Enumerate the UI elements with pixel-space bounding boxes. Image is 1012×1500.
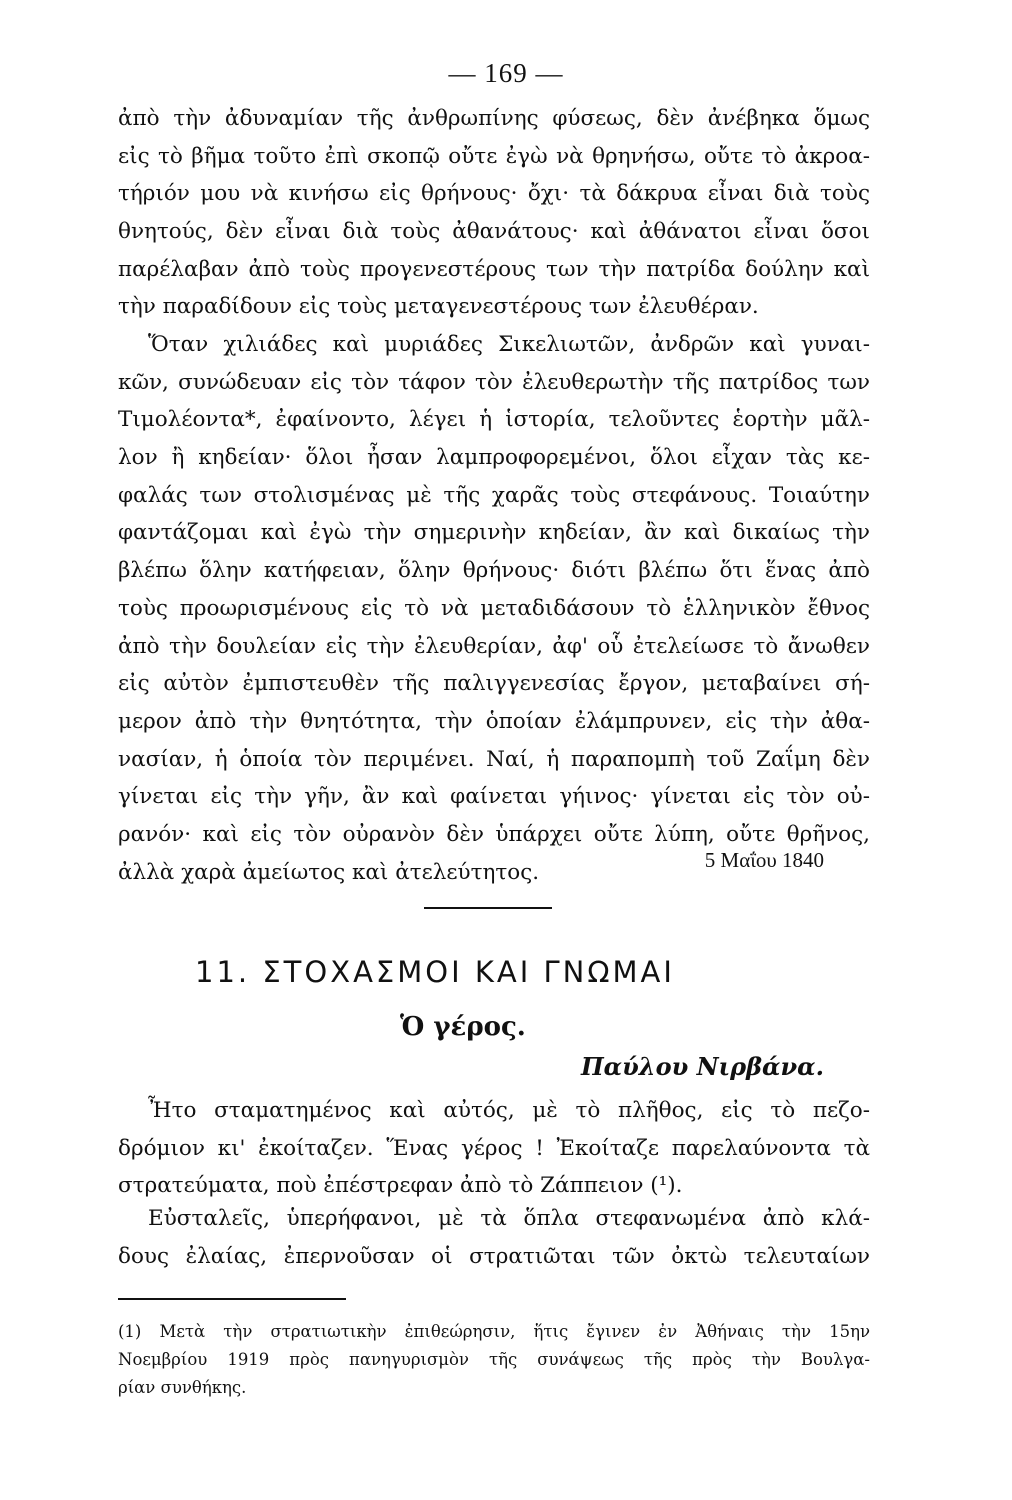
text-line: ἀπὸ τὴν δουλείαν εἰς τὴν ἐλευθερίαν, ἀφ' οὗ ἐτελείωσε τὸ ἄνωθεν: [118, 633, 870, 659]
second-paragraph: [118, 326, 870, 891]
text-line: μερον ἀπὸ τὴν θνητότητα, τὴν ὁποίαν ἐλάμπρυνεν, εἰς τὴν ἀθα-: [118, 708, 870, 734]
article-title: Ὁ γέρος.: [400, 1012, 526, 1042]
section-title: ΣΤΟΧΑΣΜΟΙ ΚΑΙ ΓΝΩΜΑΙ: [262, 955, 675, 989]
text-line: ἀλλὰ χαρὰ ἀμείωτος καὶ ἀτελεύτητος.: [118, 859, 540, 885]
text-line: τὴν παραδίδουν εἰς τοὺς μεταγενεστέρους των ἐλευθέραν.: [118, 294, 759, 320]
section-divider: [424, 907, 552, 909]
text-line: νασίαν, ἡ ὁποία τὸν περιμένει. Ναί, ἡ παραπομπὴ τοῦ Ζαΐμη δὲν: [118, 746, 870, 772]
footnote-rule: [118, 1298, 346, 1300]
text-line: Ἦτο σταματημένος καὶ αὐτός, μὲ τὸ πλῆθος, εἰς τὸ πεζο-: [148, 1098, 870, 1123]
text-line: στρατεύματα, ποὺ ἐπέστρεφαν ἀπὸ τὸ Ζάππειον (¹).: [118, 1173, 683, 1199]
text-line: Τιμολέοντα*, ἐφαίνοντο, λέγει ἡ ἱστορία, τελοῦντες ἑορτὴν μᾶλ-: [118, 407, 870, 433]
continuation-paragraph: [118, 100, 870, 326]
text-line: τήριόν μου νὰ κινήσω εἰς θρήνους· ὄχι· τὰ δάκρυα εἶναι διὰ τοὺς: [118, 181, 870, 207]
text-line: δους ἐλαίας, ἐπερνοῦσαν οἱ στρατιῶται τῶν ὀκτὼ τελευταίων: [118, 1243, 870, 1269]
section-number: 11.: [195, 955, 251, 989]
text-line: ἀπὸ τὴν ἀδυναμίαν τῆς ἀνθρωπίνης φύσεως, δὲν ἀνέβηκα ὅμως: [118, 106, 870, 131]
text-line: βλέπω ὅλην κατήφειαν, ὅλην θρήνους· διότι βλέπω ὅτι ἕνας ἀπὸ: [118, 558, 870, 584]
text-line: κῶν, συνώδευαν εἰς τὸν τάφον τὸν ἐλευθερωτὴν τῆς πατρίδος των: [118, 369, 870, 395]
section-heading: [195, 955, 775, 989]
article-paragraph-2: [118, 1200, 870, 1275]
text-line: γίνεται εἰς τὴν γῆν, ἂν καὶ φαίνεται γήινος· γίνεται εἰς τὸν οὐ-: [118, 784, 870, 810]
date: 5 Μαΐου 1840: [704, 848, 824, 872]
text-line: εἰς τὸ βῆμα τοῦτο ἐπὶ σκοπῷ οὔτε ἐγὼ νὰ θρηνήσω, οὔτε τὸ ἀκροα-: [118, 143, 870, 169]
text-line: παρέλαβαν ἀπὸ τοὺς προγενεστέρους των τὴν πατρίδα δούλην καὶ: [118, 256, 870, 282]
text-line: ρανόν· καὶ εἰς τὸν οὐρανὸν δὲν ὑπάρχει οὔτε λύπη, οὔτε θρῆνος,: [118, 821, 870, 847]
text-line: δρόμιον κι' ἐκοίταζεν. Ἕνας γέρος ! Ἐκοίταζε παρελαύνοντα τὰ: [118, 1135, 870, 1161]
text-line: Ὅταν χιλιάδες καὶ μυριάδες Σικελιωτῶν, ἀνδρῶν καὶ γυναι-: [148, 332, 870, 357]
text-line: εἰς αὐτὸν ἐμπιστευθὲν τῆς παλιγγενεσίας ἔργον, μεταβαίνει σή-: [118, 671, 870, 697]
footnote-line: Νοεμβρίου 1919 πρὸς πανηγυρισμὸν τῆς συνάψεως τῆς πρὸς τὴν Βουλγα-: [118, 1350, 870, 1369]
footnote-line: ρίαν συνθήκης.: [118, 1378, 247, 1397]
text-line: θνητούς, δὲν εἶναι διὰ τοὺς ἀθανάτους· καὶ ἀθάνατοι εἶναι ὅσοι: [118, 219, 870, 245]
text-line: φαλάς των στολισμένας μὲ τῆς χαρᾶς τοὺς στεφάνους. Τοιαύτην: [118, 482, 870, 508]
page-number: — 169 —: [448, 58, 564, 88]
footnote: [118, 1318, 870, 1402]
article-paragraph-1: [118, 1092, 870, 1205]
article-author: Παύλου Νιρβάνα.: [580, 1052, 824, 1081]
text-line: φαντάζομαι καὶ ἐγὼ τὴν σημερινὴν κηδείαν, ἂν καὶ δικαίως τὴν: [118, 520, 870, 546]
text-line: Εὐσταλεῖς, ὑπερήφανοι, μὲ τὰ ὅπλα στεφανωμένα ἀπὸ κλά-: [148, 1206, 870, 1231]
text-line: τοὺς προωρισμένους εἰς τὸ νὰ μεταδιδάσουν τὸ ἑλληνικὸν ἔθνος: [118, 595, 870, 621]
footnote-line: (1) Μετὰ τὴν στρατιωτικὴν ἐπιθεώρησιν, ἥτις ἔγινεν ἐν Ἀθήναις τὴν 15ην: [118, 1322, 870, 1341]
text-line: λον ἢ κηδείαν· ὅλοι ἦσαν λαμπροφορεμένοι, ὅλοι εἶχαν τὰς κε-: [118, 445, 870, 471]
